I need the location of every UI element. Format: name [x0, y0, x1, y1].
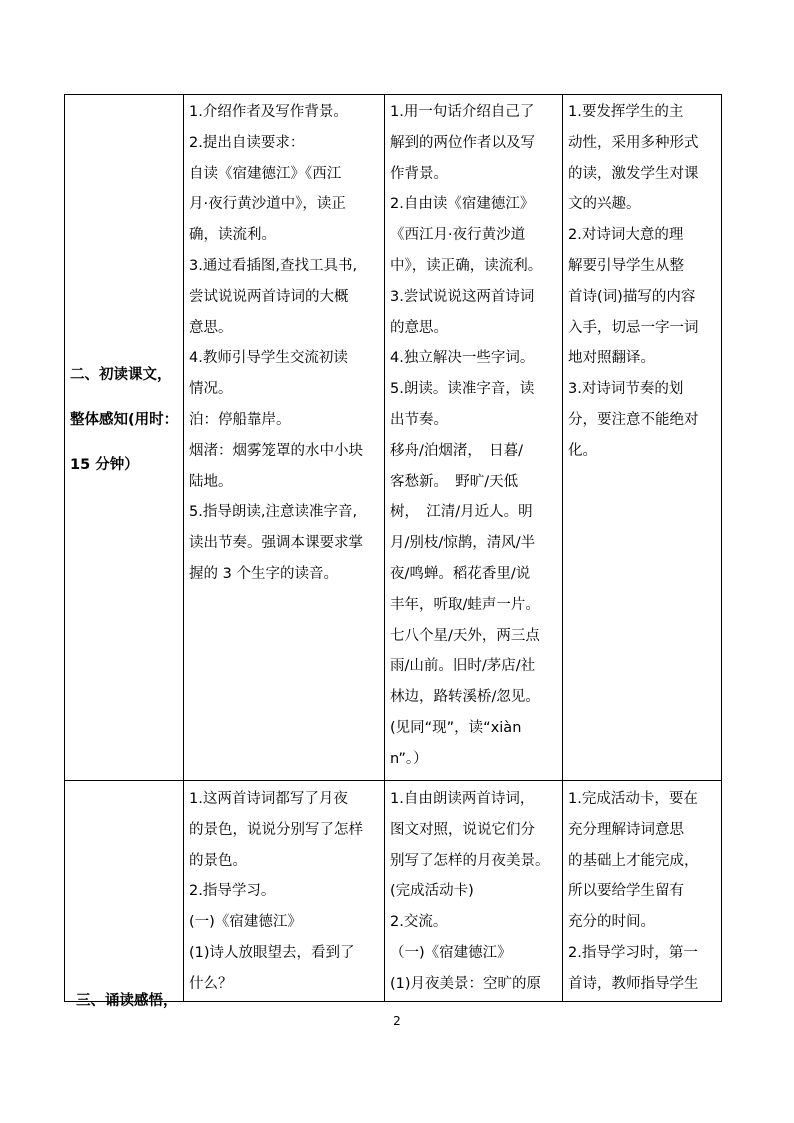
- text-line: 1.要发挥学生的主: [568, 104, 684, 120]
- table-col-divider-1: [183, 94, 184, 1002]
- page-number: 2: [393, 1014, 401, 1028]
- text-line: 首诗，教师指导学生: [568, 975, 699, 992]
- text-line: 2.自由读《宿建德江》: [390, 196, 535, 213]
- text-line: 握的 3 个生字的读音。: [189, 565, 338, 582]
- text-line: 尝试说说两首诗词的大概: [189, 288, 349, 305]
- text-line: 化。: [568, 442, 597, 459]
- text-line: 4.教师引导学生交流初读: [189, 350, 348, 367]
- teacher-activity-row1: [189, 97, 384, 590]
- table-col-divider-2: [384, 94, 385, 1002]
- teacher-activity-row2: [189, 784, 384, 1000]
- text-line: 2.对诗词大意的理: [568, 227, 684, 244]
- student-activity-row2: [390, 784, 560, 1000]
- text-line: 地对照翻译。: [568, 350, 655, 367]
- text-line: 2.指导学习。: [189, 883, 276, 900]
- text-line: 图文对照，说说它们分: [390, 821, 535, 838]
- table-row-divider: [64, 780, 722, 781]
- text-line: 中》，读正确，读流利。: [390, 257, 543, 274]
- text-line: 读出节奏。强调本课要求掌: [189, 535, 363, 552]
- table-col-divider-3: [562, 94, 563, 1002]
- text-line: 解要引导学生从整: [568, 257, 684, 274]
- text-line: (见同“现”，读“xiàn: [390, 719, 522, 736]
- text-line: 1.介绍作者及写作背景。: [189, 104, 348, 120]
- text-line: 的意思。: [390, 319, 448, 336]
- text-line: 充分理解诗词意思: [568, 821, 684, 838]
- text-line: 陆地。: [189, 473, 233, 490]
- stage-cell-row1: [70, 345, 178, 495]
- stage-line: 15 分钟）: [70, 457, 139, 474]
- text-line: （一)《宿建德江》: [390, 944, 512, 961]
- table-border-top: [64, 94, 722, 95]
- text-line: 2.交流。: [390, 914, 448, 931]
- text-line: 移舟/泊烟渚， 日暮/: [390, 442, 524, 459]
- text-line: 3.对诗词节奏的划: [568, 381, 684, 398]
- text-line: 1.用一句话介绍自己了: [390, 104, 535, 120]
- text-line: (一)《宿建德江》: [189, 914, 302, 931]
- text-line: 的景色。: [189, 852, 247, 869]
- text-line: 的基础上才能完成，: [568, 852, 699, 869]
- text-line: 5.指导朗读,注意读准字音,: [189, 504, 358, 521]
- text-line: 树， 江清/月近人。明: [390, 504, 533, 521]
- stage-line: 二、初读课文，: [70, 366, 172, 383]
- design-intent-row2: [568, 784, 718, 1000]
- text-line: 烟渚：烟雾笼罩的水中小块: [189, 442, 363, 459]
- text-line: 别写了怎样的月夜美景。: [390, 852, 550, 869]
- stage-line: 整体感知(用时：: [70, 411, 179, 428]
- text-line: 自读《宿建德江》《西江: [189, 165, 342, 182]
- text-line: 5.朗读。读准字音，读: [390, 381, 535, 398]
- text-line: 1.自由朗读两首诗词，: [390, 791, 535, 807]
- text-line: (1)月夜美景：空旷的原: [390, 975, 542, 992]
- text-line: 分，要注意不能绝对: [568, 411, 699, 428]
- text-line: 《西江月·夜行黄沙道: [390, 227, 526, 244]
- text-line: 林边，路转溪桥/忽见。: [390, 689, 540, 706]
- text-line: 2.提出自读要求：: [189, 134, 305, 151]
- text-line: 4.独立解决一些字词。: [390, 350, 535, 367]
- text-line: 泊：停船靠岸。: [189, 411, 291, 428]
- text-line: 确，读流利。: [189, 227, 276, 244]
- text-line: 情况。: [189, 381, 233, 398]
- text-line: (1)诗人放眼望去，看到了: [189, 944, 355, 961]
- table-border-left: [64, 94, 65, 1002]
- text-line: 1.这两首诗词都写了月夜: [189, 791, 348, 807]
- text-line: 丰年，听取/蛙声一片。: [390, 596, 540, 613]
- text-line: 月·夜行黄沙道中》，读正: [189, 196, 346, 213]
- text-line: 雨/山前。旧时/茅店/社: [390, 658, 536, 675]
- text-line: 首诗(词)描写的内容: [568, 288, 696, 305]
- text-line: 出节奏。: [390, 411, 448, 428]
- text-line: 1.完成活动卡，要在: [568, 791, 698, 807]
- text-line: 文的兴趣。: [568, 196, 641, 213]
- text-line: 入手，切忌一字一词: [568, 319, 699, 336]
- text-line: 解到的两位作者以及写: [390, 134, 535, 151]
- text-line: (完成活动卡): [390, 883, 474, 900]
- text-line: 意思。: [189, 319, 233, 336]
- text-line: 充分的时间。: [568, 914, 655, 931]
- text-line: 3.尝试说说这两首诗词: [390, 288, 535, 305]
- text-line: 的读，激发学生对课: [568, 165, 699, 182]
- table-border-right: [721, 94, 722, 1002]
- text-line: 夜/鸣蝉。稻花香里/说: [390, 565, 531, 582]
- text-line: 的景色，说说分别写了怎样: [189, 821, 363, 838]
- text-line: 2.指导学习时，第一: [568, 944, 698, 961]
- text-line: 月/别枝/惊鹊，清风/半: [390, 535, 536, 552]
- text-line: n”。）: [390, 750, 428, 767]
- design-intent-row1: [568, 97, 718, 467]
- student-activity-row1: [390, 97, 560, 775]
- text-line: 所以要给学生留有: [568, 883, 684, 900]
- text-line: 动性，采用多种形式: [568, 134, 699, 151]
- stage-line: 三、诵读感悟，: [76, 992, 178, 1009]
- text-line: 作背景。: [390, 165, 448, 182]
- text-line: 3.通过看插图,查找工具书,: [189, 257, 358, 274]
- text-line: 七八个星/天外，两三点: [390, 627, 540, 644]
- text-line: 什么？: [189, 975, 233, 992]
- text-line: 客愁新。 野旷/天低: [390, 473, 519, 490]
